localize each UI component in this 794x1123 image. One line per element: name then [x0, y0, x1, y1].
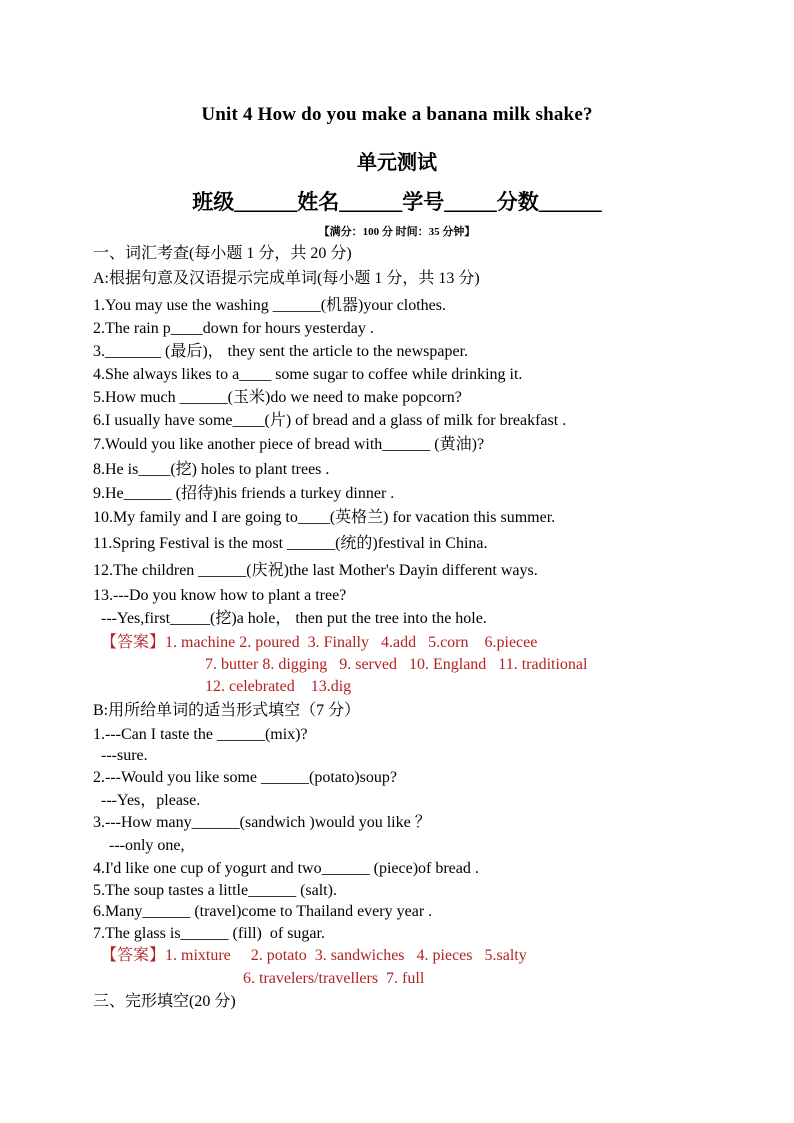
question-line: 5.How much ______(玉米)do we need to make popcorn?: [93, 389, 462, 406]
answer-text: 1. mixture 2. potato 3. sandwiches 4. pieces 5.salty: [165, 947, 527, 964]
question-line: 11.Spring Festival is the most ______(统的)festival in China.: [93, 535, 488, 552]
student-info-line: 班级______姓名______学号_____分数______: [192, 190, 602, 214]
question-line: 5.The soup tastes a little______ (salt).: [93, 882, 337, 899]
answer-line-B2: 6. travelers/travellers 7. full: [243, 970, 425, 987]
answer-line-A2: 7. butter 8. digging 9. served 10. England 11. traditional: [205, 656, 588, 673]
question-line: 4.I'd like one cup of yogurt and two______ (piece)of bread .: [93, 860, 479, 877]
question-line: 12.The children ______(庆祝)the last Mother's Dayin different ways.: [93, 562, 538, 579]
section1-heading: 一、词汇考查(每小题 1 分，共 20 分): [93, 245, 352, 262]
question-line: 8.He is____(挖) holes to plant trees .: [93, 461, 330, 478]
answer-line-B1: [101, 946, 527, 966]
question-line: 3.---How many______(sandwich )would you like ？: [93, 814, 431, 831]
question-line: 6.I usually have some____(片) of bread and a glass of milk for breakfast .: [93, 412, 567, 429]
question-line: 1.You may use the washing ______(机器)your clothes.: [93, 297, 447, 314]
question-line: 2.The rain p____down for hours yesterday .: [93, 320, 374, 337]
question-line: ---Yes,first_____(挖)a hole， then put the tree into the hole.: [93, 610, 487, 627]
question-line: ---only one,: [93, 837, 185, 854]
question-line: 1.---Can I taste the ______(mix)?: [93, 726, 308, 743]
exam-meta: 【满分：100 分 时间：35 分钟】: [318, 226, 476, 238]
partA-heading: A:根据句意及汉语提示完成单词(每小题 1 分，共 13 分): [93, 270, 480, 287]
question-line: 7.The glass is______ (fill) of sugar.: [93, 925, 325, 942]
document-subtitle: 单元测试: [357, 152, 437, 174]
question-line: 13.---Do you know how to plant a tree?: [93, 587, 347, 604]
document-title: Unit 4 How do you make a banana milk shake?: [201, 104, 593, 125]
question-line: 2.---Would you like some ______(potato)soup?: [93, 769, 397, 786]
question-line: 3._______ (最后)， they sent the article to the newspaper.: [93, 343, 469, 360]
question-line: ---Yes，please.: [93, 792, 201, 809]
question-line: 9.He______ (招待)his friends a turkey dinner .: [93, 485, 395, 502]
partB-heading: B:用所给单词的适当形式填空（7 分）: [93, 702, 361, 719]
question-line: 6.Many______ (travel)come to Thailand every year .: [93, 903, 433, 920]
question-line: 7.Would you like another piece of bread with______ (黄油)?: [93, 436, 485, 453]
section3-heading: 三、完形填空(20 分): [93, 993, 236, 1010]
answer-line-A3: 12. celebrated 13.dig: [205, 678, 352, 695]
answer-label: 【答案】: [101, 634, 166, 651]
answer-label: 【答案】: [101, 947, 166, 964]
answer-line-A1: [101, 633, 537, 653]
answer-text: 1. machine 2. poured 3. Finally 4.add 5.corn 6.piecee: [165, 634, 538, 651]
question-line: 4.She always likes to a____ some sugar to coffee while drinking it.: [93, 366, 523, 383]
question-line: ---sure.: [93, 747, 148, 764]
question-line: 10.My family and I are going to____(英格兰) for vacation this summer.: [93, 509, 556, 526]
